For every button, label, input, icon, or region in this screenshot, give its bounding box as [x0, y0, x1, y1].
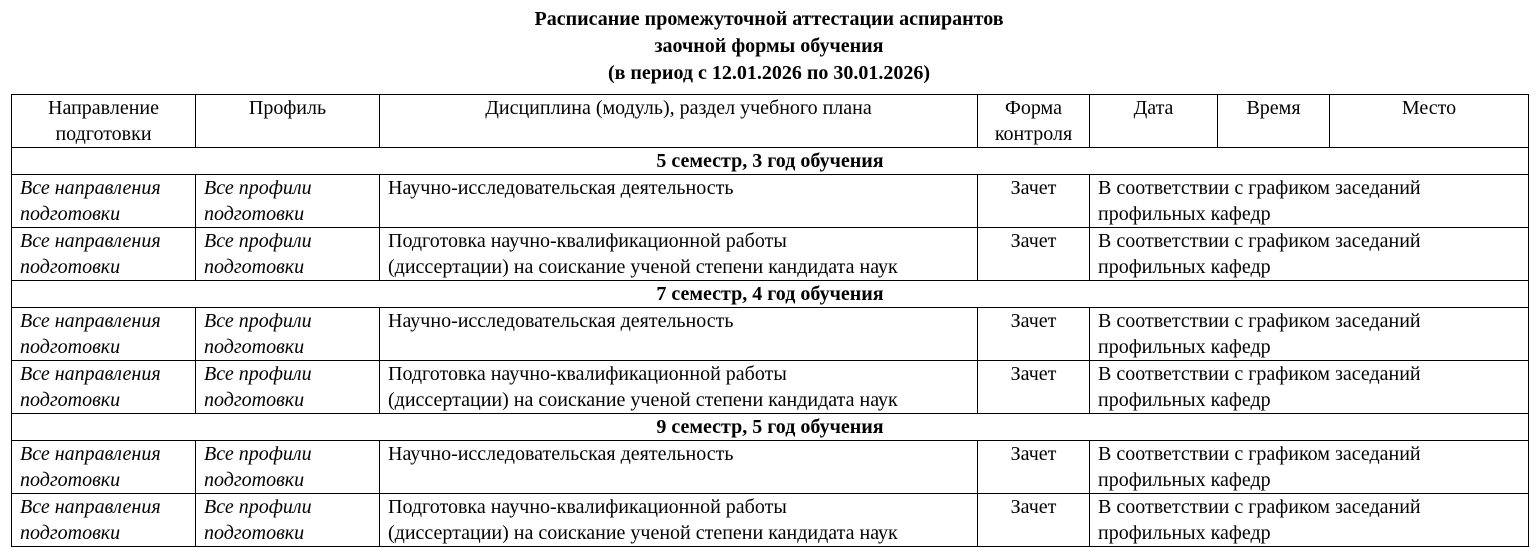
header-direction-line-1: Направление	[48, 97, 159, 119]
schedule-line: В соответствии с графиком заседаний	[1098, 443, 1421, 465]
table-row	[12, 441, 1529, 494]
discipline-line: (диссертации) на соискание ученой степени кандидата наук	[388, 389, 898, 411]
header-direction-line-2: подготовки	[55, 123, 152, 145]
discipline-cell	[380, 361, 978, 414]
profile-line: подготовки	[204, 389, 305, 411]
header-time: Время	[1218, 95, 1330, 148]
schedule-line: профильных кафедр	[1098, 203, 1271, 225]
semester-row	[12, 148, 1529, 175]
table-row	[12, 361, 1529, 414]
profile-line: Все профили	[204, 230, 312, 252]
direction-cell	[12, 441, 196, 494]
discipline-line: (диссертации) на соискание ученой степени кандидата наук	[388, 522, 898, 544]
title-line-2: заочной формы обучения	[654, 35, 884, 57]
discipline-cell	[380, 228, 978, 281]
profile-line: Все профили	[204, 177, 312, 199]
schedule-cell	[1090, 361, 1529, 414]
semester-row	[12, 281, 1529, 308]
direction-line: Все направления	[20, 496, 161, 518]
profile-cell	[196, 175, 380, 228]
semester-title: 5 семестр, 3 год обучения	[12, 148, 1529, 175]
direction-line: подготовки	[20, 469, 121, 491]
title-line-1: Расписание промежуточной аттестации аспирантов	[534, 8, 1004, 30]
discipline-cell	[380, 175, 978, 228]
direction-line: подготовки	[20, 256, 121, 278]
profile-cell	[196, 228, 380, 281]
discipline-line: Подготовка научно-квалификационной работы	[388, 496, 787, 518]
schedule-line: В соответствии с графиком заседаний	[1098, 310, 1421, 332]
header-profile: Профиль	[196, 95, 380, 148]
schedule-table	[11, 94, 1529, 547]
discipline-line: Научно-исследовательская деятельность	[388, 310, 734, 332]
profile-cell	[196, 494, 380, 547]
control-cell: Зачет	[978, 175, 1090, 228]
header-row	[12, 95, 1529, 148]
table-row	[12, 308, 1529, 361]
schedule-line: В соответствии с графиком заседаний	[1098, 230, 1421, 252]
profile-line: подготовки	[204, 469, 305, 491]
control-cell: Зачет	[978, 228, 1090, 281]
schedule-line: профильных кафедр	[1098, 469, 1271, 491]
discipline-line: Научно-исследовательская деятельность	[388, 177, 734, 199]
discipline-line: (диссертации) на соискание ученой степени кандидата наук	[388, 256, 898, 278]
direction-cell	[12, 228, 196, 281]
header-control	[978, 95, 1090, 148]
header-discipline: Дисциплина (модуль), раздел учебного плана	[380, 95, 978, 148]
discipline-line: Научно-исследовательская деятельность	[388, 443, 734, 465]
schedule-line: В соответствии с графиком заседаний	[1098, 363, 1421, 385]
profile-line: Все профили	[204, 443, 312, 465]
direction-line: Все направления	[20, 310, 161, 332]
schedule-line: профильных кафедр	[1098, 256, 1271, 278]
profile-line: подготовки	[204, 203, 305, 225]
schedule-line: профильных кафедр	[1098, 389, 1271, 411]
title-line-3: (в период с 12.01.2026 по 30.01.2026)	[607, 62, 931, 84]
control-cell: Зачет	[978, 361, 1090, 414]
semester-row	[12, 414, 1529, 441]
profile-cell	[196, 361, 380, 414]
discipline-cell	[380, 308, 978, 361]
profile-cell	[196, 308, 380, 361]
profile-cell	[196, 441, 380, 494]
schedule-line: В соответствии с графиком заседаний	[1098, 177, 1421, 199]
header-date: Дата	[1090, 95, 1218, 148]
direction-line: Все направления	[20, 443, 161, 465]
schedule-cell	[1090, 175, 1529, 228]
direction-line: подготовки	[20, 389, 121, 411]
schedule-line: В соответствии с графиком заседаний	[1098, 496, 1421, 518]
discipline-cell	[380, 441, 978, 494]
schedule-body	[12, 95, 1529, 547]
header-place: Место	[1330, 95, 1529, 148]
control-cell: Зачет	[978, 441, 1090, 494]
direction-line: подготовки	[20, 336, 121, 358]
control-cell: Зачет	[978, 308, 1090, 361]
schedule-cell	[1090, 494, 1529, 547]
discipline-cell	[380, 494, 978, 547]
direction-line: подготовки	[20, 522, 121, 544]
table-row	[12, 228, 1529, 281]
control-cell: Зачет	[978, 494, 1090, 547]
direction-cell	[12, 175, 196, 228]
profile-line: подготовки	[204, 522, 305, 544]
profile-line: Все профили	[204, 310, 312, 332]
schedule-cell	[1090, 441, 1529, 494]
profile-line: Все профили	[204, 496, 312, 518]
table-row	[12, 494, 1529, 547]
discipline-line: Подготовка научно-квалификационной работы	[388, 363, 787, 385]
direction-cell	[12, 494, 196, 547]
direction-line: Все направления	[20, 230, 161, 252]
discipline-line: Подготовка научно-квалификационной работы	[388, 230, 787, 252]
semester-title: 9 семестр, 5 год обучения	[12, 414, 1529, 441]
direction-line: Все направления	[20, 363, 161, 385]
direction-line: подготовки	[20, 203, 121, 225]
document-title	[0, 6, 1538, 87]
schedule-line: профильных кафедр	[1098, 522, 1271, 544]
schedule-cell	[1090, 308, 1529, 361]
header-control-line-1: Форма	[1005, 97, 1062, 119]
profile-line: подготовки	[204, 256, 305, 278]
header-control-line-2: контроля	[994, 123, 1073, 145]
semester-title: 7 семестр, 4 год обучения	[12, 281, 1529, 308]
schedule-cell	[1090, 228, 1529, 281]
schedule-line: профильных кафедр	[1098, 336, 1271, 358]
header-direction	[12, 95, 196, 148]
table-row	[12, 175, 1529, 228]
direction-cell	[12, 361, 196, 414]
direction-cell	[12, 308, 196, 361]
profile-line: Все профили	[204, 363, 312, 385]
direction-line: Все направления	[20, 177, 161, 199]
profile-line: подготовки	[204, 336, 305, 358]
